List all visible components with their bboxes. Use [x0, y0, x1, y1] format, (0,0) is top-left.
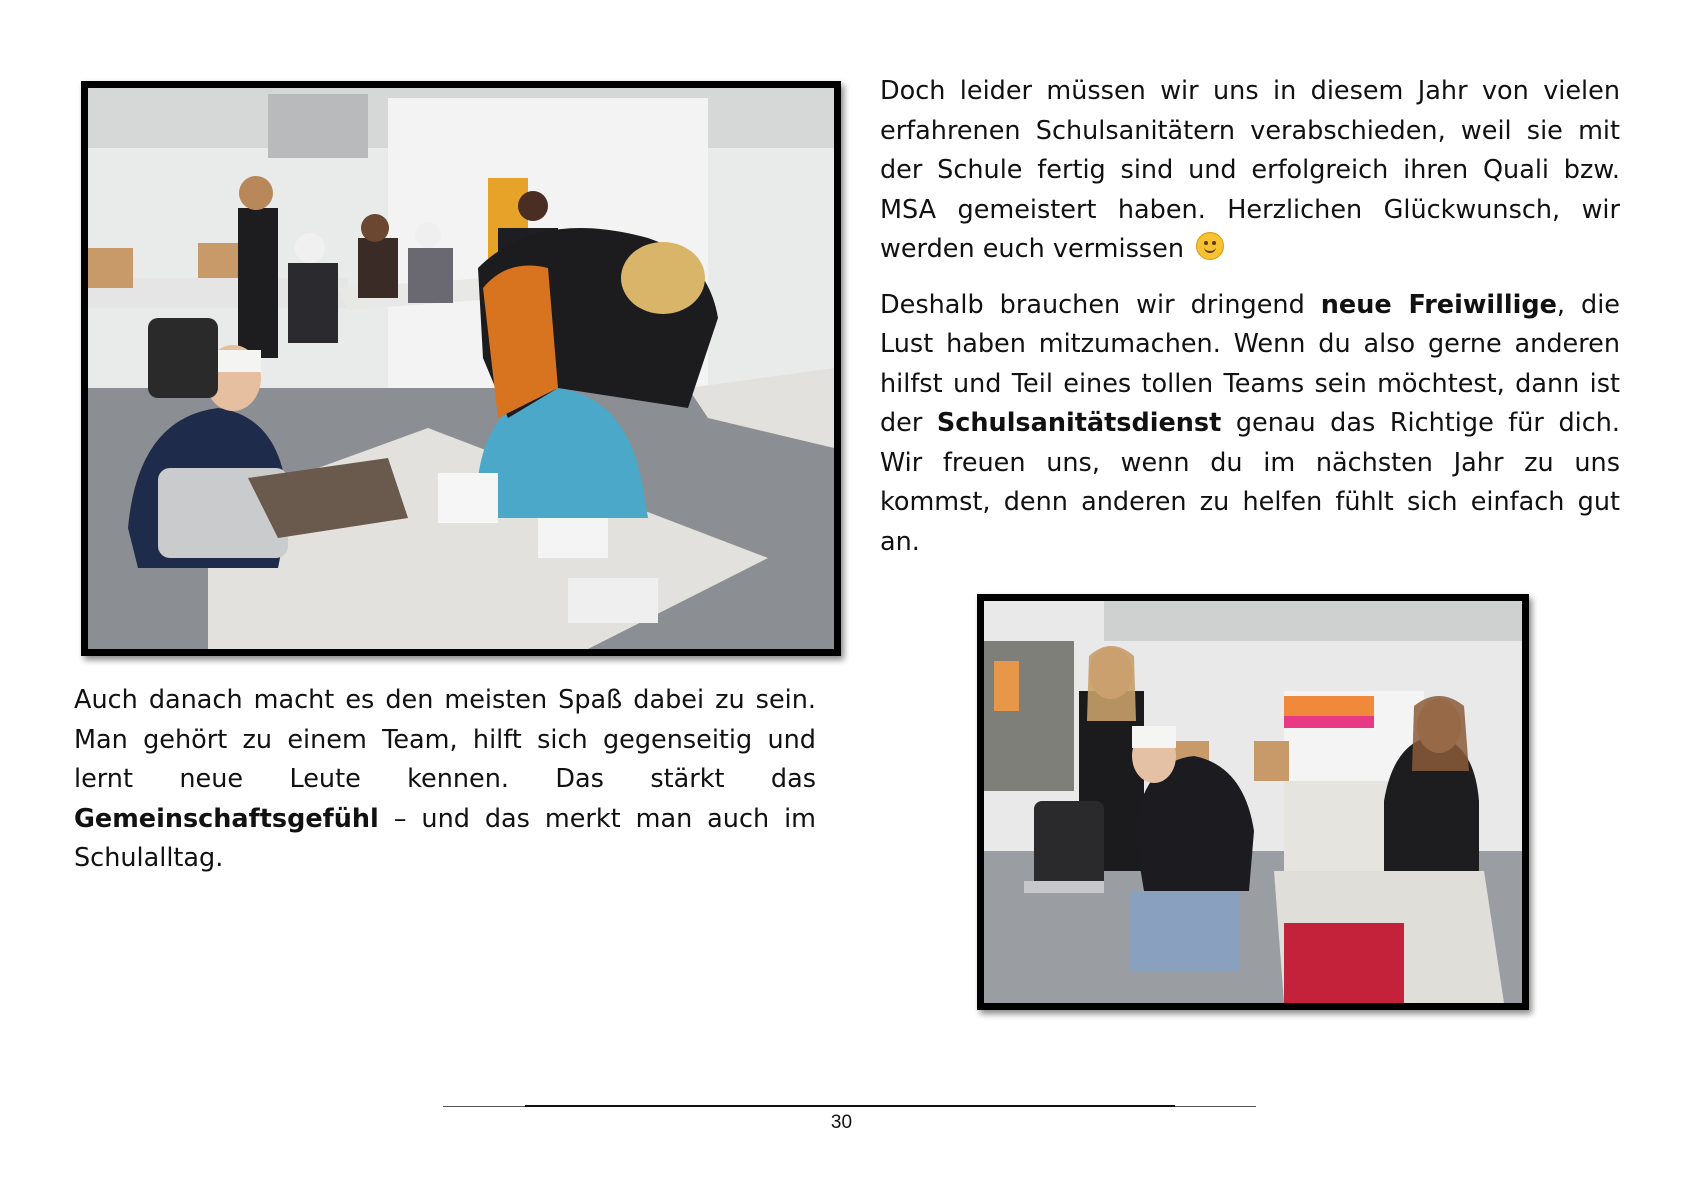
paragraph-recruitment-text-3: genau das Richtige für dich. Wir freuen uns, wenn du im nächsten Jahr zu uns kommst, denn anderen zu helfen fühlt sich einfach gut an.	[880, 408, 1621, 557]
right-column-text	[880, 72, 1620, 578]
smiling-face-icon	[1196, 232, 1224, 260]
paragraph-farewell-text: Doch leider müssen wir uns in diesem Jahr von vielen erfahrenen Schulsanitätern verabschieden, weil sie mit der Schule fertig sind und erfolgreich ihren Quali bzw. MSA gemeistert haben. Herzlichen Glückwunsch, wir werden euch vermissen	[880, 76, 1620, 264]
photo-students-bandage	[977, 594, 1529, 1010]
paragraph-community-text-2: – und das merkt man auch im Schulalltag.	[74, 803, 816, 873]
paragraph-farewell	[880, 72, 1620, 270]
photo-classroom-training	[81, 81, 841, 656]
paragraph-community	[74, 681, 816, 879]
highlight-new-volunteers: neue Freiwillige	[1320, 289, 1557, 320]
paragraph-recruitment-text-1: Deshalb brauchen wir dringend	[880, 289, 1321, 320]
highlight-community-feeling: Gemeinschaftsgefühl	[74, 803, 379, 834]
paragraph-recruitment	[880, 286, 1620, 563]
left-column-text	[74, 681, 816, 895]
paragraph-recruitment-text-2: , die Lust haben mitzumachen. Wenn du also gerne anderen hilfst und Teil eines tollen Teams sein möchtest, dann ist der	[880, 289, 1620, 438]
photo-students-bandage-image	[984, 601, 1522, 1003]
page-number: 30	[830, 1112, 853, 1133]
highlight-school-medical-service: Schulsanitätsdienst	[936, 408, 1222, 438]
paragraph-community-text-1: Auch danach macht es den meisten Spaß dabei zu sein. Man gehört zu einem Team, hilft sich gegenseitig und lernt neue Leute kennen. Das stärkt das	[74, 685, 816, 794]
photo-classroom-training-image	[88, 88, 834, 649]
footer-rule-inner	[525, 1105, 1175, 1107]
